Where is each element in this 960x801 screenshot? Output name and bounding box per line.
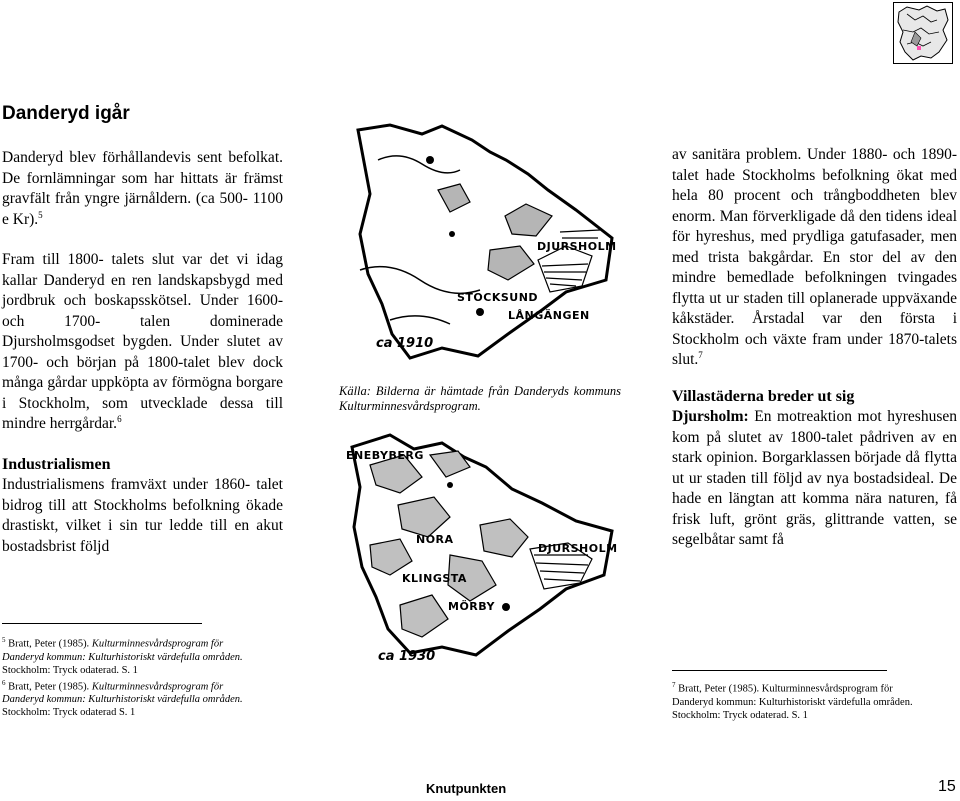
map-label-klingsta: KLINGSTA — [402, 572, 467, 585]
map-label-morby: MÖRBY — [448, 600, 496, 613]
map-label-djursholm-1930: DJURSHOLM — [538, 542, 618, 555]
section-heading-villastaderna: Villastäderna breder ut sig — [672, 387, 855, 405]
footnotes-right: $^7$ Bratt, Peter (1985). Kulturminnesvårdsprogram för Danderyd kommun: Kulturhistoriskt värdefulla områden. Stockholm: Tryck odaterad. S. 1 — [672, 679, 957, 722]
footnote-divider-left — [2, 623, 202, 624]
footnote-5: $^5$ Bratt, Peter (1985). Kulturminnesvårdsprogram för — [2, 636, 224, 650]
left-column — [2, 148, 283, 557]
paragraph-2: Fram till 1800- talets slut var det vi idag kallar Danderyd en ren landskapsbygd med jordbruk och boskapsskötsel. Under 1600- och 1700- talen dominerade Djursholmsgodset bygden. Under slutet av 1700- och början på 1800-talet blev dock många gårdar uppköpta av förmögna borgare i Stockholm, som utvecklade dessa till mindre herrgårdar.$^6$ — [2, 251, 283, 432]
paragraph-3: Industrialismens framväxt under 1860- talet bidrog till att Stockholms befolkning ökade drastiskt, vilket i sin tur ledde till en akut bostadsbrist följd — [2, 476, 283, 555]
paragraph-5: Djursholm: En motreaktion mot hyreshusen kom på slutet av 1800-talet pådriven av en stark opinion. Borgarklassen började då flytta ut ur staden till följd av nya bostadsideal. De hade en längtan att komma nära naturen, få frisk luft, grönt gräs, glittrande vatten, se segelbåtar samt få — [672, 408, 957, 548]
map-label-djursholm: DJURSHOLM — [537, 240, 617, 253]
paragraph-4: av sanitära problem. Under 1880- och 1890-talet hade Stockholms befolkning ökat med hela 80 procent och trångboddheten blev enorm. Man förverkligade då den tidens ideal för hyreshus, med prydliga gatufasader, men med trista bakgårdar. En stor del av den mindre bemedlade befolkningen tvingades flytta ut ur staden till oplanerade uppväxande kåkstäder. Årstadal var den första i Stockholm och växte fram under 1870-talets slut.$^7$ — [672, 146, 957, 368]
locator-map-icon — [893, 2, 953, 64]
map-1930 — [330, 425, 618, 665]
footer-brand: Knutpunkten — [426, 781, 507, 796]
map-label-stocksund: STOCKSUND — [457, 291, 539, 304]
footnotes-left: $^5$ Bratt, Peter (1985). Kulturminnesvårdsprogram för Danderyd kommun: Kulturhistoriskt värdefulla områden. Stockholm: Tryck odaterad. S. 1 $^6$ Bratt, Peter (1985). Kulturminnesvårdsprogram för Danderyd kommun: Kulturhistoriskt värdefulla områden. Stockholm: Tryck odaterad S. 1 — [2, 634, 302, 719]
map-year-1910: ca 1910 — [376, 336, 434, 351]
footnote-7: $^7$ Bratt, Peter (1985). Kulturminnesvårdsprogram för — [672, 681, 893, 695]
footnote-divider-right — [672, 670, 887, 671]
right-column — [672, 145, 957, 551]
page-number: 15 — [938, 778, 956, 795]
footnote-6: $^6$ Bratt, Peter (1985). Kulturminnesvårdsprogram för — [2, 678, 224, 692]
map-caption: Källa: Bilderna är hämtade från Danderyds kommuns Kulturminnesvårdsprogram. — [339, 384, 621, 413]
map-year-1930: ca 1930 — [378, 649, 436, 664]
map-label-langangen: LÅNGÄNGEN — [508, 309, 590, 322]
map-label-nora: NORA — [416, 533, 454, 546]
page-title: Danderyd igår — [2, 103, 130, 124]
section-heading-industrialismen: Industrialismen — [2, 455, 111, 473]
map-1910 — [330, 120, 615, 365]
lead-djursholm: Djursholm: — [672, 408, 749, 425]
paragraph-1: Danderyd blev förhållandevis sent befolkat. De fornlämningar som har hittats är främst gravfält från yngre järnåldern. (ca 500- 1100 e Kr).$^5$ — [2, 149, 283, 228]
map-label-enebyberg: ENEBYBERG — [346, 449, 424, 462]
